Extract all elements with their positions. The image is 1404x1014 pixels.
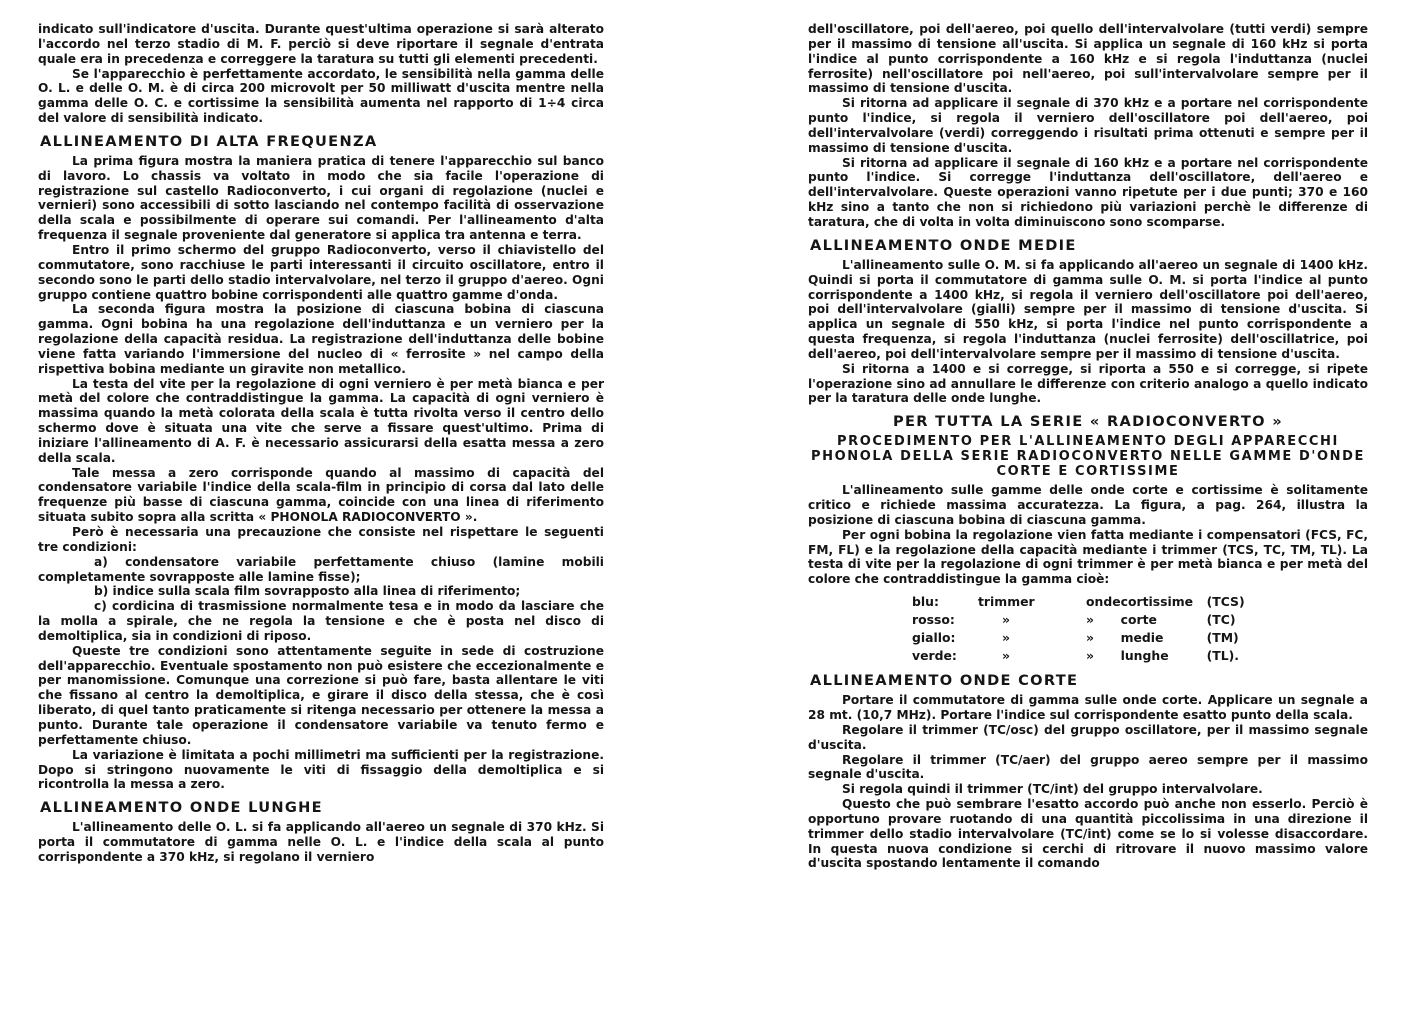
- paragraph: Se l'apparecchio è perfettamente accordato, le sensibilità nella gamma delle O. L. e delle O. M. è di circa 200 microvolt per 50 milliwatt d'uscita mentre nella gamma delle O. C. e cortissime la sensibilità aumenta nel rapporto di 1÷4 circa del valore di sensibilità indicato.: [38, 66, 604, 126]
- code-cell: (TL).: [1206, 647, 1239, 663]
- section-heading-onde-corte: ALLINEAMENTO ONDE CORTE: [810, 672, 1079, 690]
- cell: onde: [1086, 593, 1121, 609]
- trimmer-color-table: [912, 593, 1245, 665]
- paragraph: Si regola quindi il trimmer (TC/int) del gruppo intervalvolare.: [842, 782, 1263, 797]
- code-cell: (TCS): [1206, 593, 1245, 609]
- paragraph: indicato sull'indicatore d'uscita. Durante quest'ultima operazione si sarà alterato l'accordo nel terzo stadio di M. F. perciò si deve riportare il segnale d'entrata quale era in precedenza e correggere la taratura su tutti gli elementi precedenti.: [38, 22, 604, 66]
- cell: »: [1002, 611, 1011, 627]
- paragraph: La prima figura mostra la maniera pratica di tenere l'apparecchio sul banco di lavoro. Lo chassis va voltato in modo che sia facile l'operazione di registrazione sul castello Radioconverto, i cui organi di regolazione (nuclei e vernieri) sono accessibili di sotto lasciando nel contempo facilità di osservazione della scala e possibilmente di operare sui comandi. Per l'allineamento d'alta frequenza il segnale proveniente dal generatore si applica tra antenna e terra.: [38, 153, 604, 243]
- paragraph: La seconda figura mostra la posizione di ciascuna bobina di ciascuna gamma. Ogni bobina ha una regolazione dell'induttanza e un verniero per la regolazione della capacità residua. La registrazione dell'induttanza delle bobine viene fatta variando l'immersione del nucleo di « ferrosite » nel campo della rispettiva bobina mediante un giravite non metallico.: [38, 302, 604, 376]
- paragraph: Si ritorna ad applicare il segnale di 370 kHz e a portare nel corrispondente punto l'indice, si regola il verniero dell'oscillatore poi dell'aereo, poi dell'intervalvolare (verdi) correggendo i risultati prima ottenuti e sempre per il massimo di tensione d'uscita.: [808, 96, 1368, 155]
- left-page: [38, 22, 604, 1014]
- paragraph: Regolare il trimmer (TC/osc) del gruppo oscillatore, per il massimo segnale d'uscita.: [808, 722, 1368, 752]
- paragraph: La testa del vite per la regolazione di ogni verniero è per metà bianca e per metà del colore che contraddistingue la gamma. La capacità di ogni verniero è massima quando la metà colorata della scala è tutta rivolta verso il centro dello schermo dove è situata una vite che serve a fissare quest'ultimo. Prima di iniziare l'allineamento di A. F. è necessario assicurarsi della esatta messa a zero della scala.: [38, 376, 604, 465]
- paragraph: Regolare il trimmer (TC/aer) del gruppo aereo sempre per il massimo segnale d'uscita.: [808, 752, 1368, 782]
- condition-c: c) cordicina di trasmissione normalmente tesa e in modo da lasciare che la molla a spirale, che ne regola la tensione e che è posta nel disco di demoltiplica, sia in condizioni di riposo.: [38, 599, 604, 643]
- code-cell: (TC): [1206, 611, 1236, 627]
- band-cell: corte: [1120, 611, 1157, 627]
- paragraph: Queste tre condizioni sono attentamente seguite in sede di costruzione dell'apparecchio. Eventuale spostamento non può esistere che eccezionalmente e per manomissione. Comunque una correzione si può fare, basta allentare le viti che fissano al centro la demoltiplica, e girare il disco della stessa, che è così liberato, di quel tanto praticamente si ritenga necessario per ottenere la messa a punto. Durante tale operazione il condensatore variabile va tenuto fermo e perfettamente chiuso.: [38, 643, 604, 747]
- section-heading-onde-lunghe: ALLINEAMENTO ONDE LUNGHE: [40, 799, 323, 817]
- paragraph: Si ritorna ad applicare il segnale di 160 kHz e a portare nel corrispondente punto l'indice. Si corregge l'induttanza dell'oscillatore, dell'aereo e dell'intervalvolare. Queste operazioni vanno ripetute per i due punti; 370 e 160 kHz sino a tanto che non si richiedono più variazioni perchè le differenze di taratura, che di volta in volta diminuiscono sono scomparse.: [808, 155, 1368, 229]
- table-row: [912, 593, 1245, 611]
- paragraph: Portare il commutatore di gamma sulle onde corte. Applicare un segnale a 28 mt. (10,7 MHz). Portare l'indice sul corrispondente esatto punto della scala.: [808, 693, 1368, 722]
- cell: trimmer: [978, 593, 1035, 609]
- code-cell: (TM): [1206, 629, 1239, 645]
- right-page: [808, 22, 1368, 1014]
- paragraph: Si ritorna a 1400 e si corregge, si riporta a 550 e si corregge, si ripete l'operazione sino ad annullare le differenze con criterio analogo a quello indicato per la taratura delle onde lunghe.: [808, 361, 1368, 406]
- band-cell: cortissime: [1120, 593, 1194, 609]
- cell: »: [1086, 629, 1095, 645]
- color-cell: giallo:: [912, 629, 956, 645]
- section-heading-alta-frequenza: ALLINEAMENTO DI ALTA FREQUENZA: [40, 132, 378, 150]
- paragraph: dell'oscillatore, poi dell'aereo, poi quello dell'intervalvolare (tutti verdi) sempre per il massimo di tensione all'uscita. Si applica un segnale di 160 kHz si porta l'indice al punto corrispondente a 160 kHz e si regola l'induttanza (nuclei ferrosite) nell'oscillatore poi nell'aereo, poi sull'intervalvolare sempre per il massimo di tensione d'uscita.: [808, 22, 1368, 96]
- color-cell: verde:: [912, 647, 957, 663]
- table-row: [912, 611, 1245, 629]
- condition-b: b) indice sulla scala film sovrapposto alla linea di riferimento;: [94, 584, 521, 599]
- cell: »: [1086, 647, 1095, 663]
- section-heading-serie: PER TUTTA LA SERIE « RADIOCONVERTO »: [893, 413, 1283, 431]
- band-cell: medie: [1120, 629, 1164, 645]
- paragraph: Per ogni bobina la regolazione vien fatta mediante i compensatori (FCS, FC, FM, FL) e la regolazione della capacità mediante i trimmer (TCS, TC, TM, TL). La testa di vite per la regolazione di ogni trimmer è per metà bianca e per metà del colore che contraddistingue la gamma cioè:: [808, 527, 1368, 587]
- section-heading-onde-medie: ALLINEAMENTO ONDE MEDIE: [810, 236, 1077, 254]
- condition-a: a) condensatore variabile perfettamente chiuso (lamine mobili completamente sovrapposte alle lamine fisse);: [38, 554, 604, 584]
- paragraph: L'allineamento delle O. L. si fa applicando all'aereo un segnale di 370 kHz. Si porta il commutatore di gamma nelle O. L. e l'indice della scala al punto corrispondente a 370 kHz, si regolano il verniero: [38, 820, 604, 864]
- paragraph: L'allineamento sulle gamme delle onde corte e cortissime è solitamente critico e richiede massima accuratezza. La figura, a pag. 264, illustra la posizione di ciascuna bobina di ciascuna gamma.: [808, 483, 1368, 527]
- paragraph: Tale messa a zero corrisponde quando al massimo di capacità del condensatore variabile l'indice della scala-film in principio di corsa dal lato delle frequenze più basse di ciascuna gamma, coincide con una linea di riferimento situata subito sopra alla scritta « PHONOLA RADIOCONVERTO ».: [38, 465, 604, 525]
- color-cell: blu:: [912, 593, 939, 609]
- paragraph: Entro il primo schermo del gruppo Radioconverto, verso il chiavistello del commutatore, sono racchiuse le parti interessanti il circuito oscillatore, entro il secondo sono le parti dello stadio intervalvolare, nel terzo il gruppo d'aereo. Ogni gruppo contiene quattro bobine corrispondenti alle quattro gamme d'onda.: [38, 242, 604, 302]
- band-cell: lunghe: [1120, 647, 1169, 663]
- table-row: [912, 647, 1245, 665]
- color-cell: rosso:: [912, 611, 955, 627]
- paragraph: Questo che può sembrare l'esatto accordo può anche non esserlo. Perciò è opportuno provare ruotando di una quantità piccolissima in una direzione il trimmer dello stadio intervalvolare (TC/int) come se lo si volesse disaccordare. In questa nuova condizione si cerchi di ritrovare il nuovo massimo valore d'uscita spostando lentamente il comando: [808, 797, 1368, 871]
- cell: »: [1002, 647, 1011, 663]
- procedure-heading: PROCEDIMENTO PER L'ALLINEAMENTO DEGLI APPARECCHI PHONOLA DELLA SERIE RADIOCONVERTO NELLE GAMME D'ONDE CORTE E CORTISSIME: [811, 434, 1365, 480]
- paragraph: L'allineamento sulle O. M. si fa applicando all'aereo un segnale di 1400 kHz. Quindi si porta il commutatore di gamma sulle O. M. si porta l'indice al punto corrispondente a 1400 kHz, si regola il verniero dell'oscillatore poi dell'aereo, poi dell'intervalvolare (gialli) sempre per il massimo di tensione d'uscita. Si applica un segnale di 550 kHz, si porta l'indice nel punto corrispondente a questa frequenza, si regola l'induttanza (nuclei ferrosite) dell'oscillatrice, poi dell'aereo, poi dell'intervalvolare sempre per il massimo di tensione d'uscita.: [808, 257, 1368, 361]
- cell: »: [1002, 629, 1011, 645]
- table-row: [912, 629, 1245, 647]
- paragraph: Però è necessaria una precauzione che consiste nel rispettare le seguenti tre condizioni:: [38, 525, 604, 554]
- cell: »: [1086, 611, 1095, 627]
- paragraph: La variazione è limitata a pochi millimetri ma sufficienti per la registrazione. Dopo si stringono nuovamente le viti di fissaggio della demoltiplica e si ricontrolla la messa a zero.: [38, 747, 604, 792]
